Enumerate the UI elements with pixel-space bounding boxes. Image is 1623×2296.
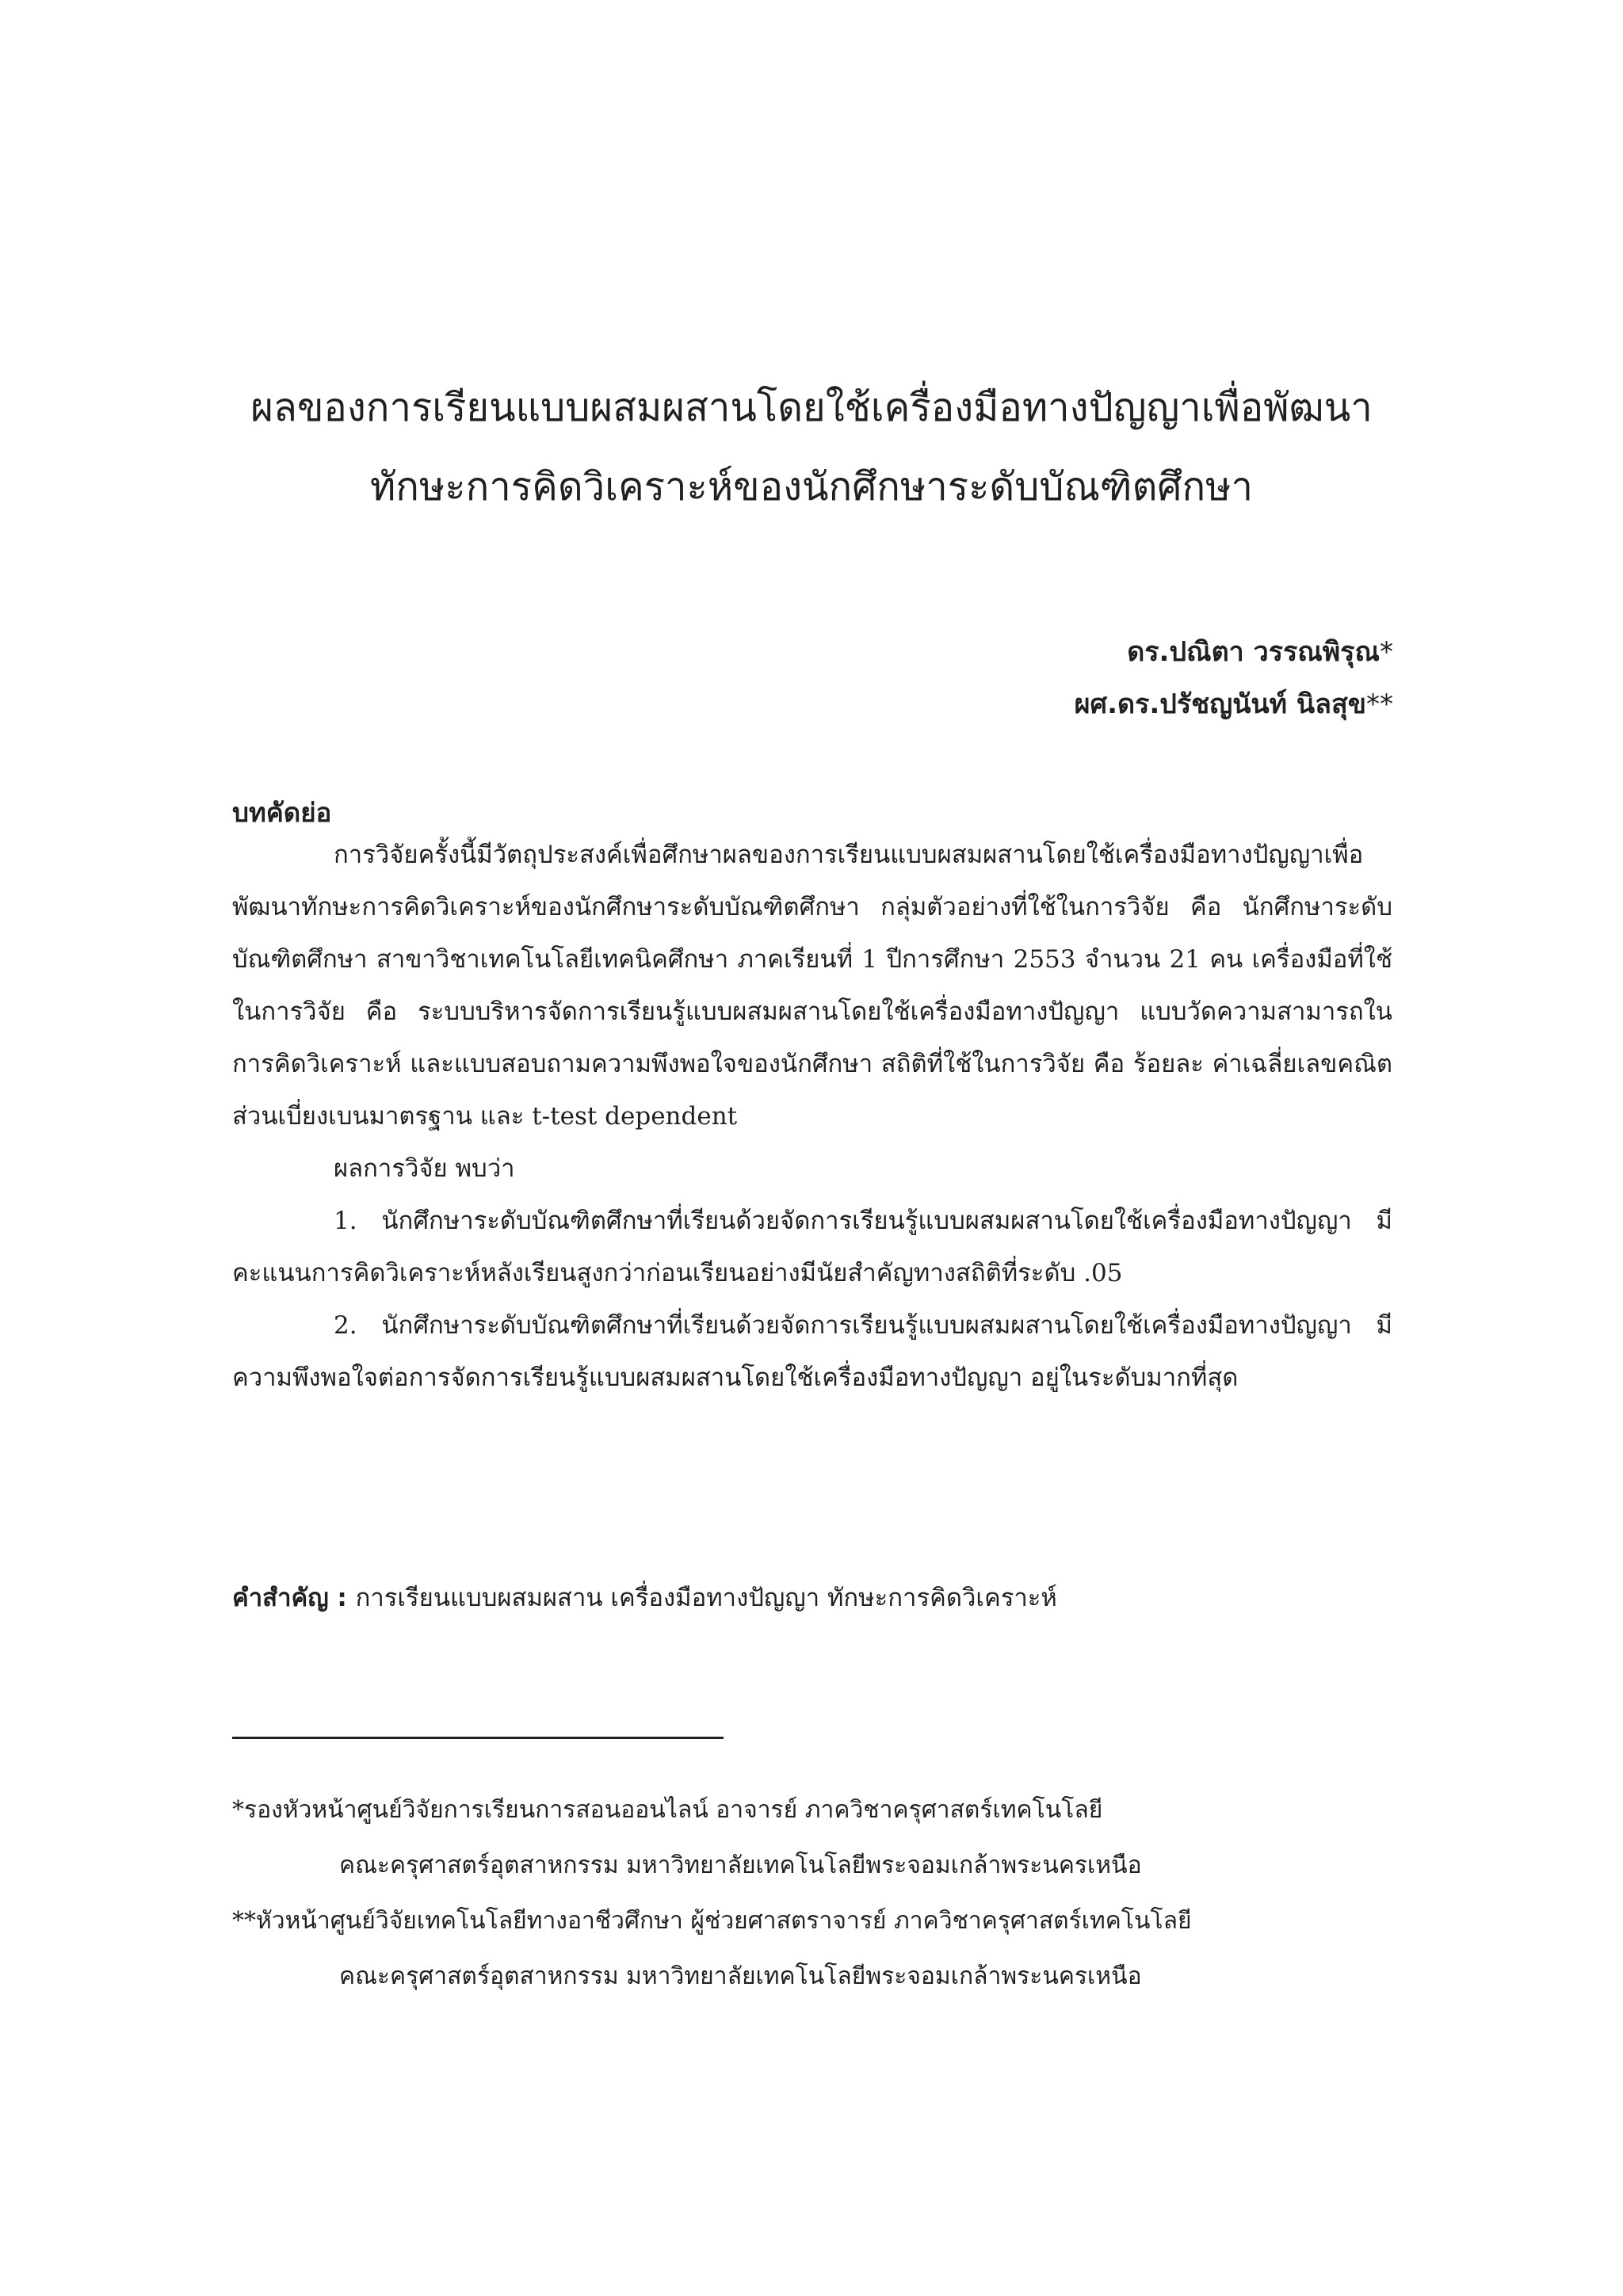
abstract-paragraph: การวิจัยครั้งนี้มีวัตถุประสงค์เพื่อศึกษาผลของการเรียนแบบผสมผสานโดยใช้เครื่องมือทางปัญญาเพื่อพัฒนาทักษะการคิดวิเคราะห์ของนักศึกษาระดับบัณฑิตศึกษา กลุ่มตัวอย่างที่ใช้ในการวิจัย คือ นักศึกษาระดับบัณฑิตศึกษา สาขาวิชาเทคโนโลยีเทคนิคศึกษา ภาคเรียนที่ 1 ปีการศึกษา 2553 จำนวน 21 คน เครื่องมือที่ใช้ในการวิจัย คือ ระบบบริหารจัดการเรียนรู้แบบผสมผสานโดยใช้เครื่องมือทางปัญญา แบบวัดความสามารถในการคิดวิเคราะห์ และแบบสอบถามความพึงพอใจของนักศึกษา สถิติที่ใช้ในการวิจัย คือ ร้อยละ ค่าเฉลี่ยเลขคณิต ส่วนเบี่ยงเบนมาตรฐาน และ t-test dependent [232, 841, 1392, 1131]
author-1-mark: * [1380, 636, 1393, 668]
author-2-name: ผศ.ดร.ปรัชญนันท์ นิลสุข [1074, 688, 1366, 720]
footnote-1-line-1: *รองหัวหน้าศูนย์วิจัยการเรียนการสอนออนไลน์ อาจารย์ ภาควิชาครุศาสตร์เทคโนโลยี [232, 1796, 1103, 1824]
author-1-name: ดร.ปณิตา วรรณพิรุณ [1127, 636, 1380, 668]
author-1 [1075, 626, 1393, 678]
title-line-2: ทักษะการคิดวิเคราะห์ของนักศึกษาระดับบัณฑิตศึกษา [370, 464, 1253, 509]
author-2 [1075, 678, 1393, 730]
keywords-text: การเรียนแบบผสมผสาน เครื่องมือทางปัญญา ทักษะการคิดวิเคราะห์ [355, 1584, 1057, 1612]
abstract-body [232, 829, 1392, 1404]
footnote-divider [232, 1737, 724, 1739]
author-list [1075, 626, 1393, 730]
abstract-heading: บทคัดย่อ [232, 797, 332, 828]
result-item-1: 1. นักศึกษาระดับบัณฑิตศึกษาที่เรียนด้วยจัดการเรียนรู้แบบผสมผสานโดยใช้เครื่องมือทางปัญญา มีคะแนนการคิดวิเคราะห์หลังเรียนสูงกว่าก่อนเรียนอย่างมีนัยสำคัญทางสถิติที่ระดับ .05 [232, 1207, 1392, 1287]
paper-title [0, 368, 1623, 527]
result-item-2: 2. นักศึกษาระดับบัณฑิตศึกษาที่เรียนด้วยจัดการเรียนรู้แบบผสมผสานโดยใช้เครื่องมือทางปัญญา มีความพึงพอใจต่อการจัดการเรียนรู้แบบผสมผสานโดยใช้เครื่องมือทางปัญญา อยู่ในระดับมากที่สุด [232, 1311, 1392, 1392]
keywords [232, 1572, 1392, 1624]
footnote-2-line-1: **หัวหน้าศูนย์วิจัยเทคโนโลยีทางอาชีวศึกษา ผู้ช่วยศาสตราจารย์ ภาควิชาครุศาสตร์เทคโนโลยี [232, 1907, 1192, 1935]
footnote-1-line-2: คณะครุศาสตร์อุตสาหกรรม มหาวิทยาลัยเทคโนโลยีพระจอมเกล้าพระนครเหนือ [339, 1852, 1142, 1879]
author-2-mark: ** [1366, 688, 1393, 720]
keywords-separator: : [328, 1584, 356, 1612]
title-line-1: ผลของการเรียนแบบผสมผสานโดยใช้เครื่องมือทางปัญญาเพื่อพัฒนา [250, 385, 1373, 430]
results-intro: ผลการวิจัย พบว่า [334, 1154, 515, 1183]
keywords-label: คำสำคัญ [232, 1584, 329, 1612]
footnote-2-line-2: คณะครุศาสตร์อุตสาหกรรม มหาวิทยาลัยเทคโนโลยีพระจอมเกล้าพระนครเหนือ [339, 1962, 1142, 1990]
footnotes [232, 1783, 1421, 2004]
